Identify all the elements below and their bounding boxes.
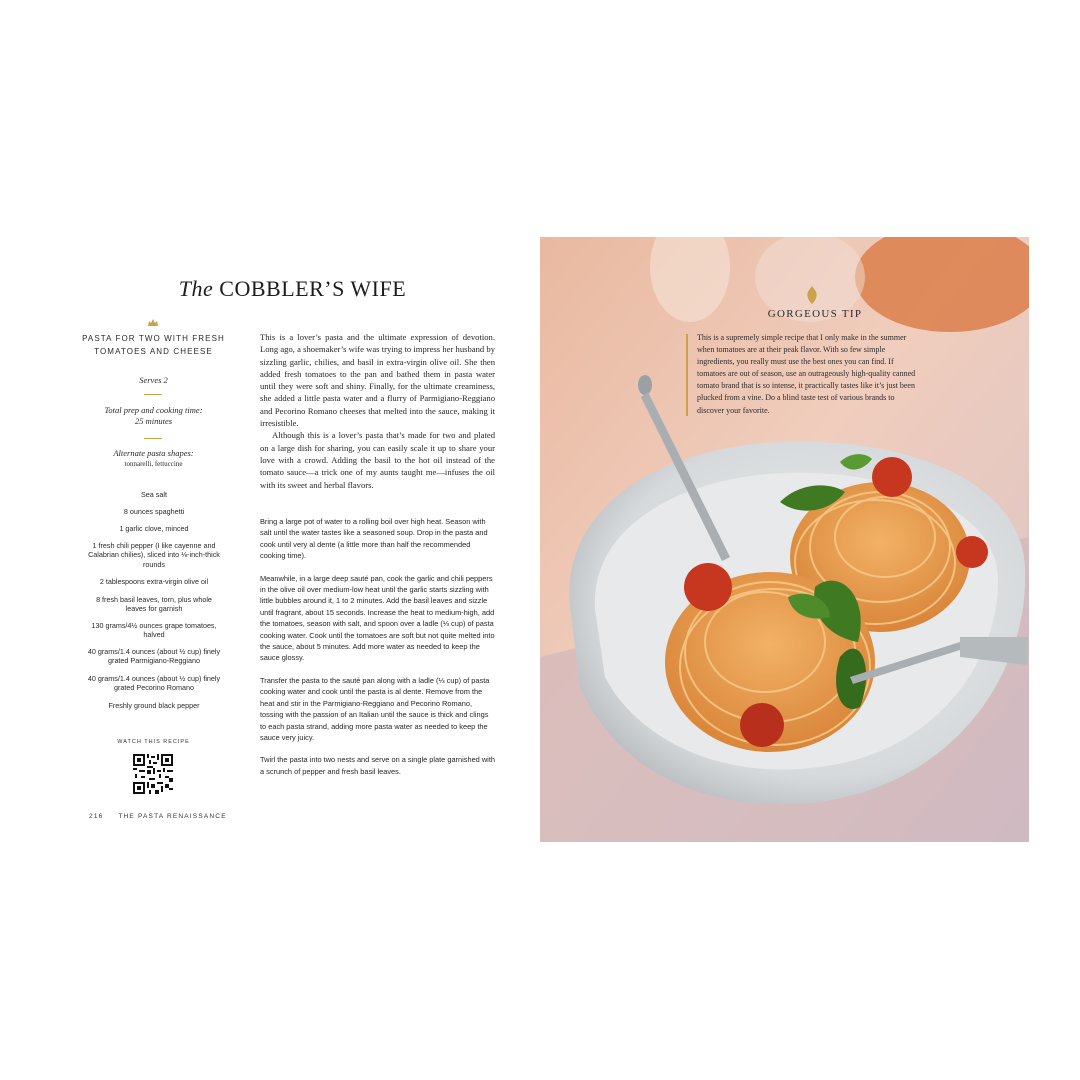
recipe-title [150,276,435,302]
ingredient-item: Freshly ground black pepper [108,701,200,710]
page-number: 216 [89,813,104,820]
watch-recipe-label: WATCH THIS RECIPE [117,739,190,745]
ingredient-item: 130 grams/4½ ounces grape tomatoes, halved [91,621,217,640]
step-paragraph: Meanwhile, in a large deep sauté pan, cook the garlic and chili peppers in the olive oil over medium-low heat until the garlic starts sizzling with little bubbles around it, 1 to 2 minutes. Add the basil leaves and sizzle until fragrant, about 15 seconds. Increase the heat to medium-high, add the tomatoes, season with salt, and spoon over a ladle (⅓ cup) of pasta cooking water. Cook until the tomatoes are soft but not quite melted into the sauce, about 5 minutes. Add more water as needed to keep the sauce glossy. [260,573,495,663]
recipe-intro [260,331,495,491]
alt-shapes-value: tonnarelli, fettuccine [124,460,183,468]
step-paragraph: Bring a large pot of water to a rolling boil over high heat. Season with salt until the water tastes like a seasoned soup. Drop in the pasta and cook until very al dente (a little more than half the recommended cooking time). [260,517,488,561]
qr-code[interactable] [133,754,173,794]
step-paragraph: Twirl the pasta into two nests and serve on a single plate garnished with a scrunch of pepper and fresh basil leaves. [260,755,495,776]
ingredient-item: 2 tablespoons extra-virgin olive oil [99,577,209,586]
intro-paragraph: This is a lover’s pasta and the ultimate expression of devotion. Long ago, a shoemaker’s wife was trying to impress her husband by sizzling garlic, chilies, and basil in extra-virgin olive oil. She then added fresh tomatoes to the pan and bathed them in pasta water until they were soft and shiny. Finally, for the ultimate creaminess, she added a little pasta water and a flurry of Parmigiano-Reggiano and Pecorino Romano cheeses that melted into the sauce, making it irresistible. [260,332,495,429]
ingredient-item: 40 grams/1.4 ounces (about ½ cup) finely grated Pecorino Romano [87,674,221,693]
tip-accent-bar [686,334,688,416]
recipe-photo [540,237,1029,842]
recipe-subtitle: PASTA FOR TWO WITH FRESH TOMATOES AND CHEESE [82,334,225,356]
intro-paragraph: Although this is a lover’s pasta that’s made for two and plated on a large dish for sharing, you can easily scale it up to share your love with a crowd. Adding the basil to the hot oil instead of the tomato sauce—a trick one of my aunts taught me—infuses the oil with its sweet and herbal flavors. [260,430,495,490]
crown-icon [148,319,158,327]
ingredient-item: 8 fresh basil leaves, torn, plus whole leaves for garnish [96,595,212,614]
recipe-title-main: COBBLER’S WIFE [219,276,407,301]
book-title: THE PASTA RENAISSANCE [118,813,227,820]
ingredient-item: 1 fresh chili pepper (I like cayenne and Calabrian chilies), sliced into ⅛-inch-thick rounds [88,541,220,569]
ingredient-item: 40 grams/1.4 ounces (about ½ cup) finely grated Parmigiano-Reggiano [87,647,221,666]
serves: Serves 2 [139,375,168,385]
tip-title: GORGEOUS TIP [767,308,863,320]
step-paragraph: Transfer the pasta to the sauté pan along with a ladle (⅓ cup) of pasta cooking water and cook until the pasta is al dente. Remove from the heat and stir in the Parmigiano-Reggiano and Pecorino Romano, tossing with the passion of an Italian until the sauce is thick and clings to each pasta strand, adding more pasta water as needed to keep the sauce very juicy. [260,675,490,742]
recipe-steps [260,516,495,788]
ingredient-item: 8 ounces spaghetti [123,507,185,516]
tip-text: This is a supremely simple recipe that I only make in the summer when tomatoes are at their peak flavor. With so few simple ingredients, you really must use the best ones you can find. If tomatoes are out of season, use an outrageously high-quality canned tomato brand that is so intense, it practically tastes like it’s just been plucked from a vine. Do a blind taste test of various brands to discover your favorite. [697,333,916,415]
alt-shapes-label: Alternate pasta shapes: [113,448,194,458]
time-value: 25 minutes [134,416,173,426]
divider [144,394,162,395]
recipe-title-italic: The [178,276,214,301]
ingredient-item: Sea salt [141,490,167,499]
divider [144,438,162,439]
time-label: Total prep and cooking time: [104,405,203,415]
ingredient-item: 1 garlic clove, minced [119,524,189,533]
page-footer [89,813,239,820]
flame-icon [806,286,818,304]
